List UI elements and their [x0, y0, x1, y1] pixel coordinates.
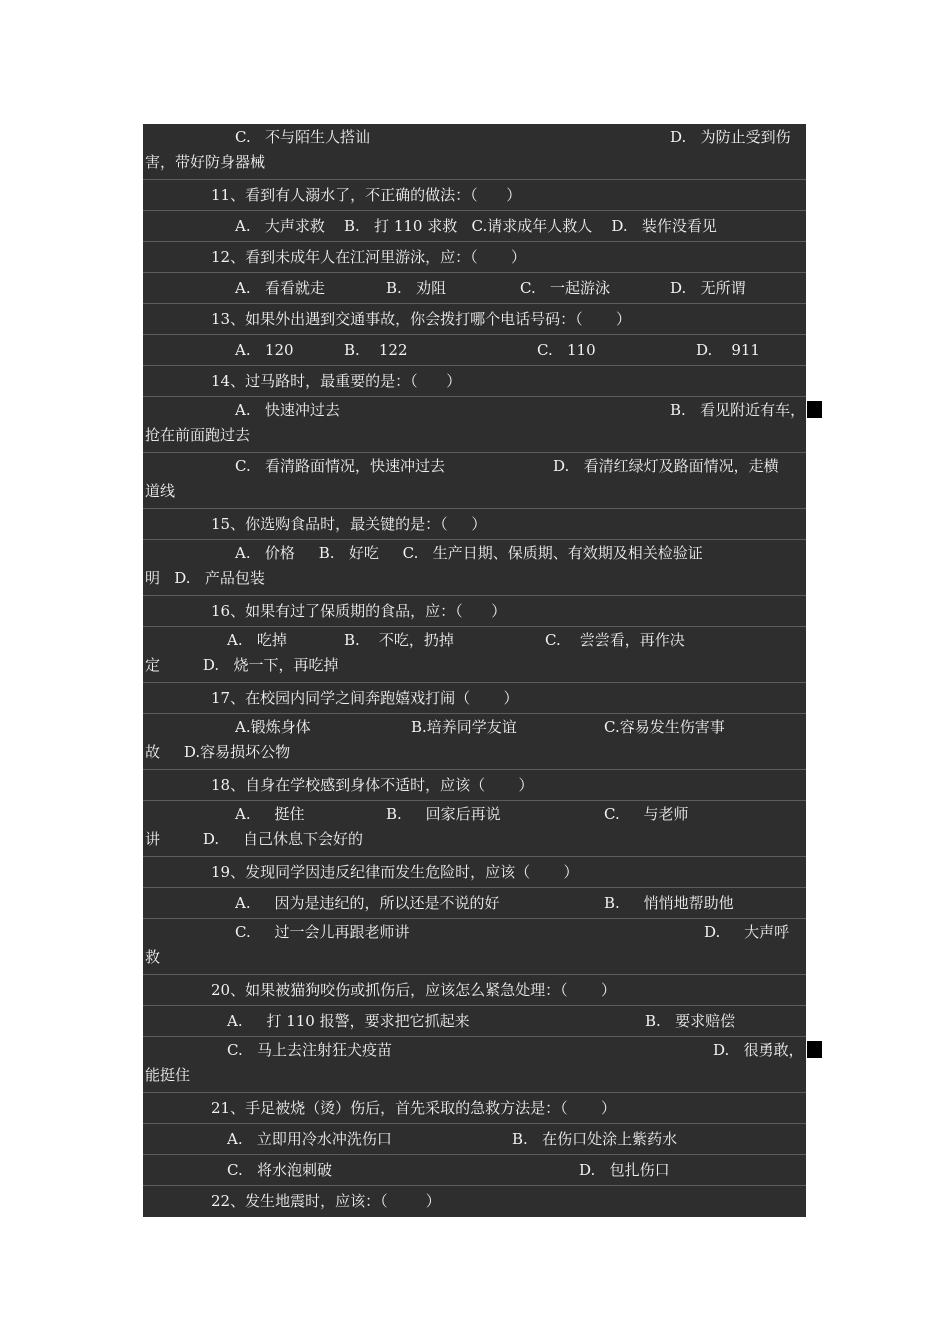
question-row	[143, 596, 806, 627]
option-row	[143, 919, 806, 975]
option-a: A. 吃掉	[227, 631, 287, 649]
option-c: C. 一起游泳	[520, 279, 611, 297]
option-b: B. 要求赔偿	[645, 1012, 736, 1030]
option-d: D. 911	[696, 341, 760, 359]
option-d: D. 为防止受到伤	[670, 128, 791, 146]
option-row	[143, 124, 806, 180]
question-14: 14、过马路时，最重要的是：（ ）	[211, 372, 462, 390]
option-wrap: 害，带好防身器械	[145, 153, 266, 171]
question-11: 11、看到有人溺水了，不正确的做法：（ ）	[211, 186, 522, 204]
option-d: D. 大声呼	[704, 923, 790, 941]
option-wrap: 救	[145, 948, 161, 966]
option-b: B. 回家后再说	[386, 805, 501, 823]
option-a: A.锻炼身体	[235, 718, 311, 736]
option-wrap: 道线	[145, 482, 176, 500]
question-row	[143, 770, 806, 801]
option-row	[143, 801, 806, 857]
option-b: B. 在伤口处涂上紫药水	[512, 1130, 678, 1148]
option-row	[143, 453, 806, 509]
option-b: B. 122	[344, 341, 408, 359]
option-a: A. 因为是违纪的，所以还是不说的好	[235, 894, 500, 912]
option-row	[143, 1124, 806, 1155]
question-row	[143, 1093, 806, 1124]
option-row	[143, 1006, 806, 1037]
question-row	[143, 509, 806, 540]
question-row	[143, 304, 806, 335]
question-16: 16、如果有过了保质期的食品，应：（ ）	[211, 602, 507, 620]
option-row	[143, 397, 806, 453]
option-c: C. 马上去注射狂犬疫苗	[227, 1041, 393, 1059]
option-row	[143, 335, 806, 366]
option-d: D. 很勇敢，	[713, 1041, 804, 1059]
option-wrap: 故 D.容易损坏公物	[145, 743, 291, 761]
option-a: A. 看看就走	[235, 279, 325, 297]
option-row	[143, 714, 806, 770]
option-a: A. 打 110 报警，要求把它抓起来	[227, 1012, 470, 1030]
cut-off-marker	[807, 1041, 822, 1058]
question-21: 21、手足被烧（烫）伤后，首先采取的急救方法是：（ ）	[211, 1099, 616, 1117]
question-row	[143, 1186, 806, 1217]
options-line: A. 大声求救 B. 打 110 求救 C.请求成年人救人 D. 装作没看见	[235, 217, 717, 235]
option-a: A. 挺住	[235, 805, 305, 823]
question-row	[143, 366, 806, 397]
option-d: D. 包扎伤口	[579, 1161, 670, 1179]
question-row	[143, 683, 806, 714]
question-13: 13、如果外出遇到交通事故，你会拨打哪个电话号码：（ ）	[211, 310, 631, 328]
option-c: C.容易发生伤害事	[604, 718, 725, 736]
option-b: B. 看见附近有车，	[670, 401, 806, 419]
question-row	[143, 975, 806, 1006]
question-row	[143, 857, 806, 888]
option-c: C. 将水泡刺破	[227, 1161, 333, 1179]
option-wrap: 能挺住	[145, 1066, 191, 1084]
option-row	[143, 211, 806, 242]
cut-off-marker	[807, 401, 822, 418]
question-row	[143, 242, 806, 273]
option-row	[143, 273, 806, 304]
option-c: C. 110	[537, 341, 596, 359]
option-row	[143, 888, 806, 919]
option-d: D. 无所谓	[670, 279, 746, 297]
question-15: 15、你选购食品时，最关键的是：（ ）	[211, 515, 487, 533]
question-18: 18、自身在学校感到身体不适时，应该（ ）	[211, 776, 534, 794]
options-line: A. 价格 B. 好吃 C. 生产日期、保质期、有效期及相关检验证	[235, 544, 703, 562]
option-b: B. 不吃，扔掉	[344, 631, 454, 649]
option-row	[143, 540, 806, 596]
option-c: C. 看清路面情况，快速冲过去	[235, 457, 446, 475]
option-row	[143, 1037, 806, 1093]
question-20: 20、如果被猫狗咬伤或抓伤后，应该怎么紧急处理：（ ）	[211, 981, 616, 999]
option-a: A. 立即用冷水冲洗伤口	[227, 1130, 392, 1148]
option-c: C. 过一会儿再跟老师讲	[235, 923, 410, 941]
option-row	[143, 1155, 806, 1186]
question-row	[143, 180, 806, 211]
option-row	[143, 627, 806, 683]
option-wrap: 讲 D. 自己休息下会好的	[145, 830, 364, 848]
question-19: 19、发现同学因违反纪律而发生危险时，应该（ ）	[211, 863, 579, 881]
option-b: B. 悄悄地帮助他	[604, 894, 734, 912]
option-a: A. 120	[235, 341, 294, 359]
option-b: B. 劝阻	[386, 279, 447, 297]
option-c: C. 与老师	[604, 805, 689, 823]
quiz-sheet	[143, 124, 806, 1217]
question-22: 22、发生地震时，应该：（ ）	[211, 1192, 441, 1210]
option-b: B.培养同学友谊	[411, 718, 517, 736]
option-d: D. 看清红绿灯及路面情况，走横	[553, 457, 779, 475]
option-wrap: 定 D. 烧一下，再吃掉	[145, 656, 339, 674]
question-12: 12、看到未成年人在江河里游泳，应：（ ）	[211, 248, 526, 266]
question-17: 17、在校园内同学之间奔跑嬉戏打闹（ ）	[211, 689, 519, 707]
option-wrap: 明 D. 产品包装	[145, 569, 265, 587]
option-c: C. 尝尝看，再作决	[545, 631, 685, 649]
option-c: C. 不与陌生人搭讪	[235, 128, 371, 146]
option-wrap: 抢在前面跑过去	[145, 426, 251, 444]
option-a: A. 快速冲过去	[235, 401, 340, 419]
